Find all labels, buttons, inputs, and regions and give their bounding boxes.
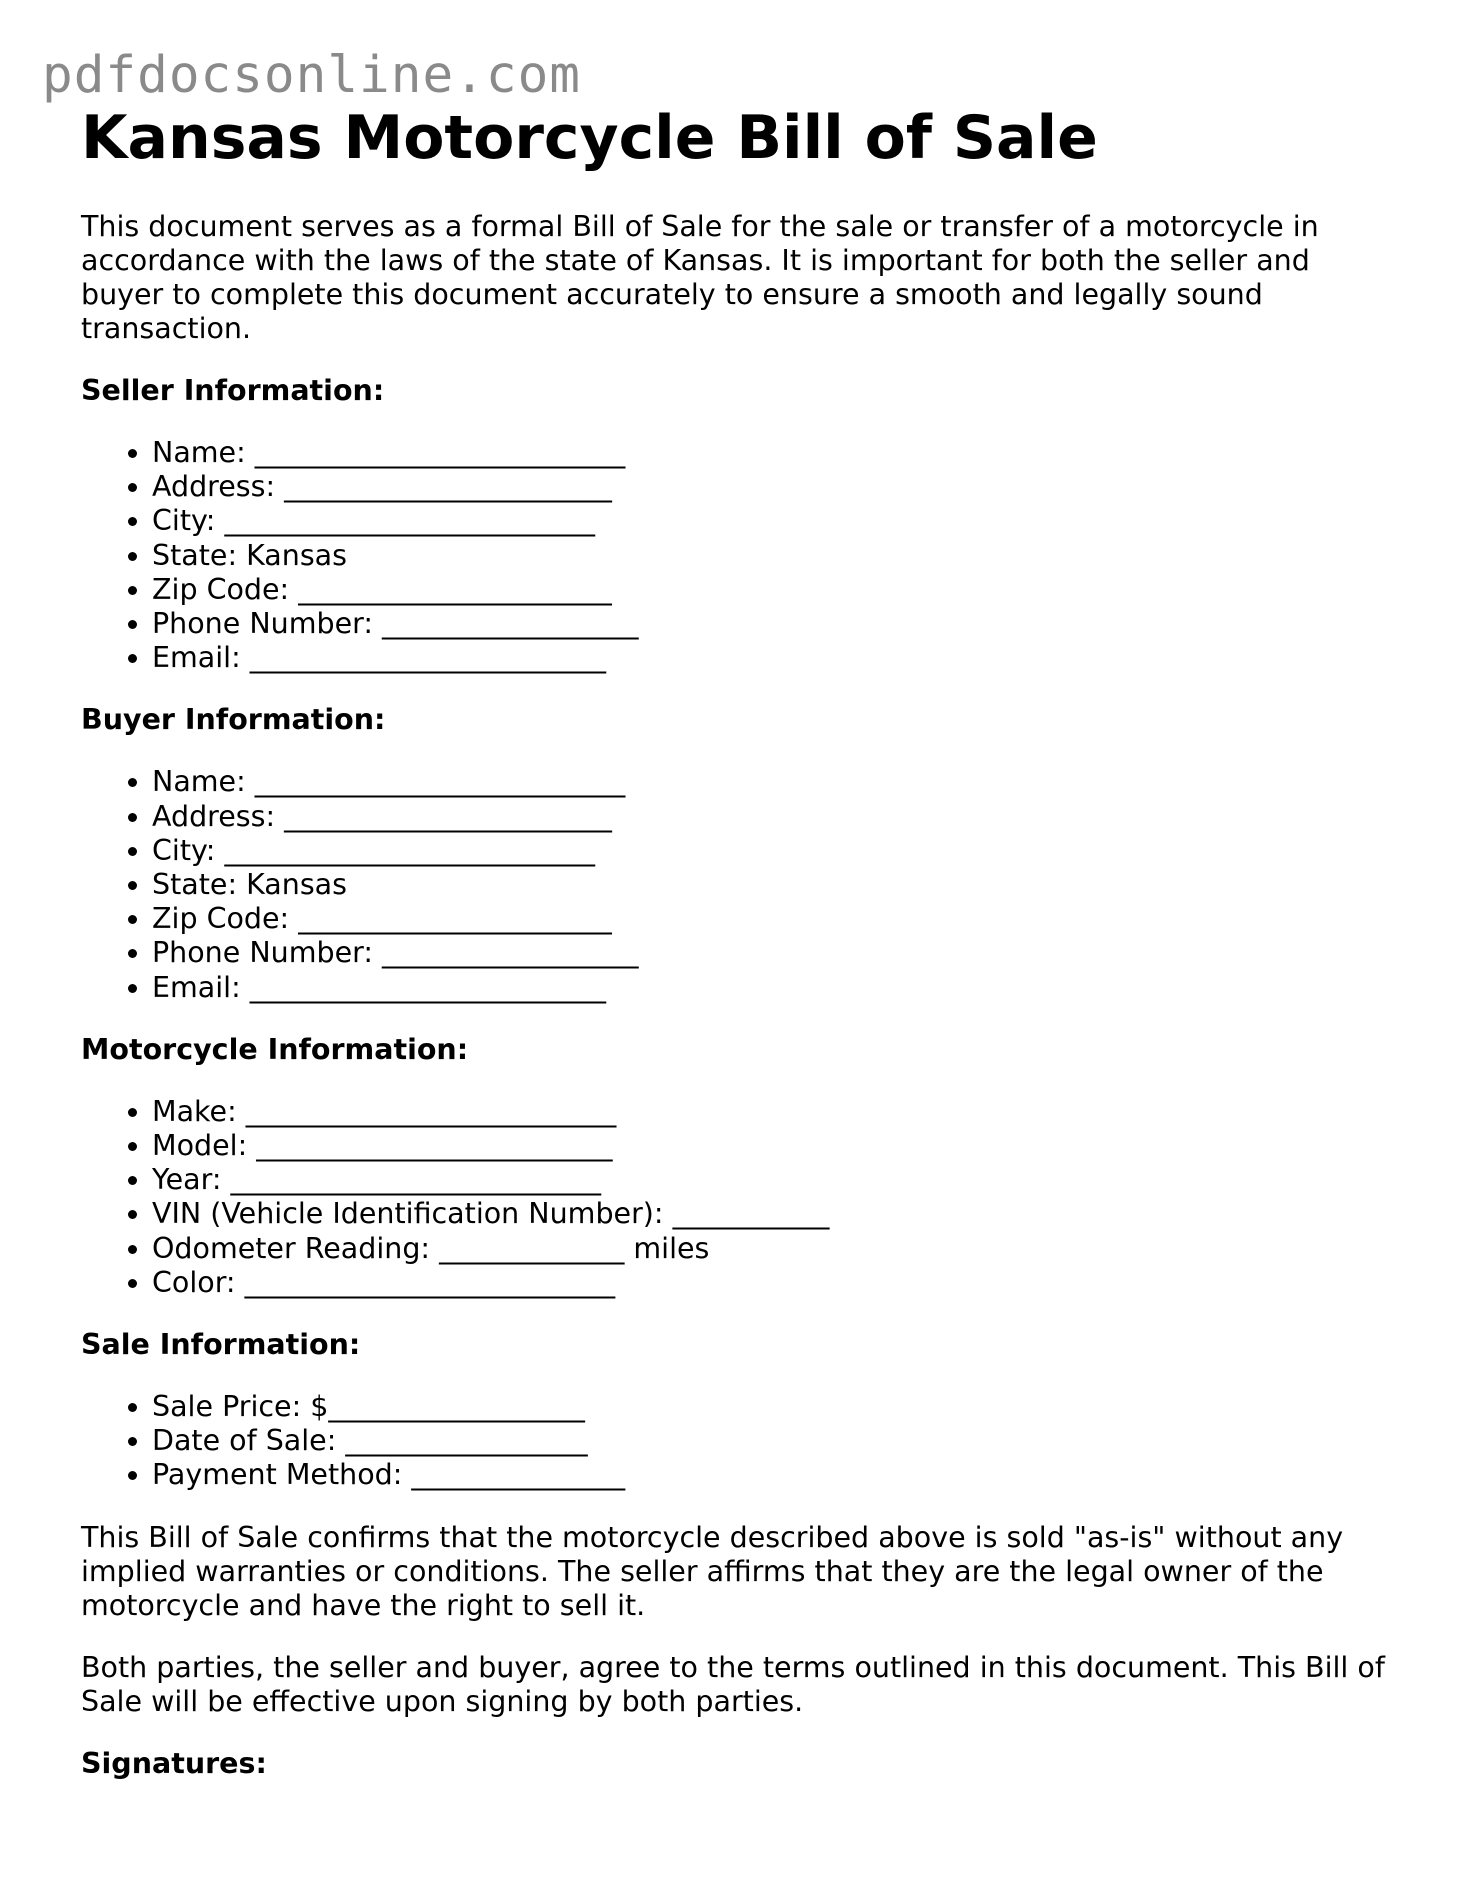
buyer-phone-field: • Phone Number: __________________: [152, 936, 1391, 970]
buyer-address-field: • Address: _______________________: [152, 800, 1391, 834]
buyer-name-field: • Name: __________________________: [152, 765, 1391, 799]
buyer-section-heading: Buyer Information:: [81, 703, 386, 737]
seller-section-heading: Seller Information:: [81, 374, 385, 407]
motorcycle-vin-field: • VIN (Vehicle Identification Number): ___________: [152, 1197, 1391, 1231]
motorcycle-section-heading: Motorcycle Information:: [81, 1032, 469, 1066]
seller-city-field: • City: __________________________: [152, 504, 1391, 538]
seller-name-field: • Name: __________________________: [152, 436, 1391, 470]
document-page: [81, 100, 1391, 1781]
buyer-fields-list: [81, 765, 1391, 1004]
sale-date-field: • Date of Sale: _________________: [152, 1424, 1391, 1458]
buyer-email-field: • Email: _________________________: [152, 971, 1391, 1005]
seller-state-field: • State: Kansas: [152, 539, 1391, 573]
as-is-paragraph: This Bill of Sale confirms that the motorcycle described above is sold "as-is" without any implied warranties or conditions. The seller affirms that they are the legal owner of the motorcycle and have the right to sell it.: [81, 1520, 1344, 1622]
buyer-zip-field: • Zip Code: ______________________: [152, 902, 1391, 936]
seller-zip-field: • Zip Code: ______________________: [152, 573, 1391, 607]
document-title: Kansas Motorcycle Bill of Sale: [81, 103, 1098, 173]
motorcycle-year-field: • Year: __________________________: [152, 1163, 1391, 1197]
seller-address-field: • Address: _______________________: [152, 470, 1391, 504]
sale-fields-list: [81, 1390, 1391, 1493]
seller-email-field: • Email: _________________________: [152, 641, 1391, 675]
payment-method-field: • Payment Method: _______________: [152, 1458, 1391, 1492]
buyer-state-field: • State: Kansas: [152, 868, 1391, 902]
motorcycle-make-field: • Make: __________________________: [152, 1095, 1391, 1129]
sale-section-heading: Sale Information:: [81, 1328, 361, 1362]
motorcycle-color-field: • Color: __________________________: [152, 1266, 1391, 1300]
motorcycle-model-field: • Model: _________________________: [152, 1129, 1391, 1163]
agreement-paragraph: Both parties, the seller and buyer, agree to the terms outlined in this document. This Bill of Sale will be effective upon signing by both parties.: [81, 1650, 1385, 1718]
watermark-logo: pdfdocsonline.com: [42, 46, 581, 105]
buyer-city-field: • City: __________________________: [152, 834, 1391, 868]
motorcycle-fields-list: [81, 1095, 1391, 1300]
motorcycle-odometer-field: • Odometer Reading: _____________ miles: [152, 1232, 1391, 1266]
sale-price-field: • Sale Price: $__________________: [152, 1390, 1391, 1424]
signatures-heading: Signatures:: [81, 1746, 267, 1780]
seller-fields-list: [81, 436, 1391, 675]
intro-paragraph: This document serves as a formal Bill of Sale for the sale or transfer of a motorcycle in accordance with the laws of the state of Kansas. It is important for both the seller and buyer to complete this document accurately to ensure a smooth and legally sound transaction.: [81, 210, 1319, 345]
seller-phone-field: • Phone Number: __________________: [152, 607, 1391, 641]
